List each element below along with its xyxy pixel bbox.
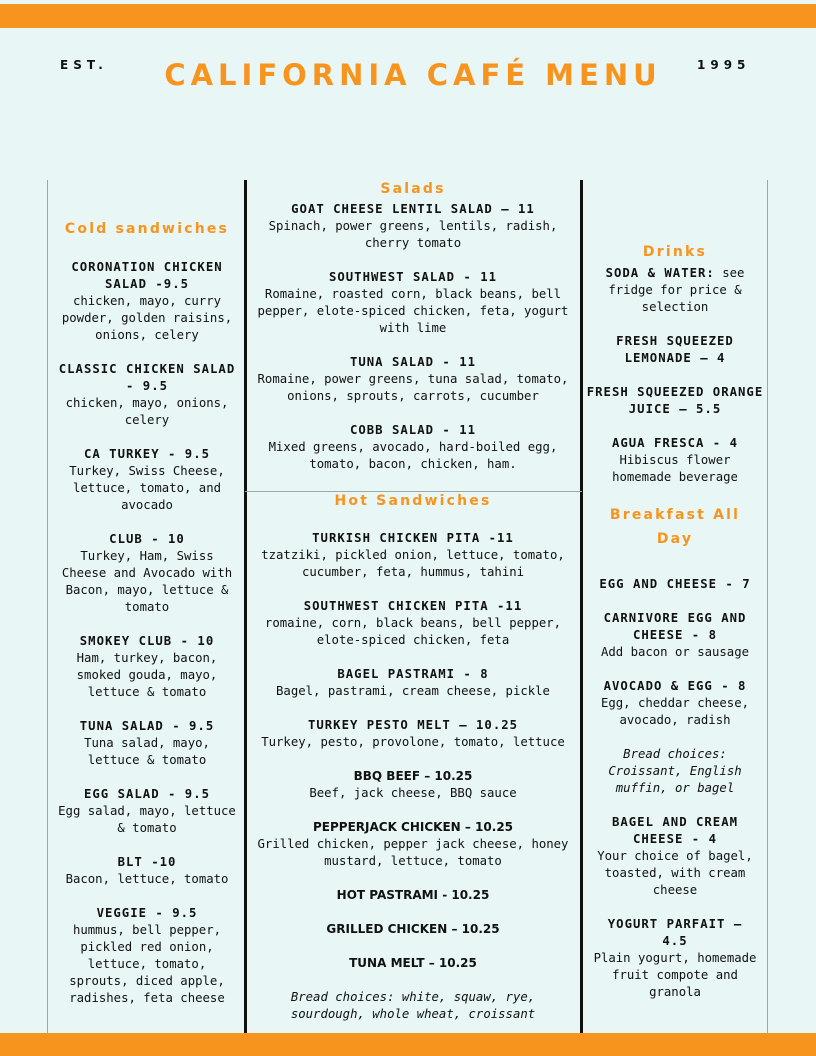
hot-sandwiches-section [250,493,576,1023]
menu-item: CORONATION CHICKEN SALAD -9.5 chicken, mayo, curry powder, golden raisins, onions, celery [61,260,233,342]
menu-item: GRILLED CHICKEN – 10.25 [326,922,500,936]
bottom-accent-bar [0,1033,816,1056]
page-title: CALIFORNIA CAFÉ MENU [164,58,662,92]
menu-item: GOAT CHEESE LENTIL SALAD – 11 Spinach, power greens, lentils, radish, cherry tomato [268,202,558,250]
menu-item: CARNIVORE EGG AND CHEESE - 8 Add bacon or sausage [600,611,750,659]
menu-item: TUNA SALAD - 11 Romaine, power greens, tuna salad, tomato, onions, sprouts, carrots, cucumber [257,355,569,403]
menu-item: FRESH SQUEEZED LEMONADE – 4 [616,334,734,365]
year-label: 1995 [697,58,751,72]
menu-item: EGG SALAD - 9.5 Egg salad, mayo, lettuce & tomato [58,787,236,835]
bread-choices-note: Bread choices: Croissant, English muffin, or bagel [608,747,742,795]
menu-item: COBB SALAD - 11 Mixed greens, avocado, hard-boiled egg, tomato, bacon, chicken, ham. [268,423,558,471]
breakfast-heading: Breakfast All Day [609,507,741,547]
cold-sandwiches-column [56,221,238,1024]
menu-item: SODA & WATER: see fridge for price & selection [605,266,745,314]
menu-item: CA TURKEY - 9.5 Turkey, Swiss Cheese, lettuce, tomato, and avocado [69,447,225,512]
menu-item: TUNA MELT – 10.25 [349,956,477,970]
right-border-line [767,180,768,1042]
menu-item: AVOCADO & EGG - 8 Egg, cheddar cheese, avocado, radish [600,679,750,727]
est-label: EST. [60,58,108,72]
column-divider-1 [244,180,247,1039]
menu-item: AGUA FRESCA - 4 Hibiscus flower homemade beverage [611,436,739,484]
column-divider-2 [580,180,583,1039]
menu-item: PEPPERJACK CHICKEN – 10.25 Grilled chicken, pepper jack cheese, honey mustard, lettuce, tomato [257,820,569,868]
menu-item: CLUB - 10 Turkey, Ham, Swiss Cheese and Avocado with Bacon, mayo, lettuce & tomato [61,532,233,614]
menu-item: SMOKEY CLUB - 10 Ham, turkey, bacon, smoked gouda, mayo, lettuce & tomato [76,634,218,699]
menu-item: BAGEL AND CREAM CHEESE - 4 Your choice of bagel, toasted, with cream cheese [597,815,753,897]
menu-item: FRESH SQUEEZED ORANGE JUICE – 5.5 [586,385,764,416]
menu-item: TURKEY PESTO MELT – 10.25 Turkey, pesto, provolone, tomato, lettuce [261,718,565,749]
menu-item: SOUTHWEST CHICKEN PITA -11 romaine, corn, black beans, bell pepper, elote-spiced chicken, feta [264,599,562,647]
menu-item: CLASSIC CHICKEN SALAD - 9.5 chicken, mayo, onions, celery [58,362,236,427]
bread-choices-note: Bread choices: white, squaw, rye, sourdough, whole wheat, croissant [290,990,536,1021]
menu-item: BAGEL PASTRAMI - 8 Bagel, pastrami, cream cheese, pickle [276,667,550,698]
menu-item: TURKISH CHICKEN PITA -11 tzatziki, pickled onion, lettuce, tomato, cucumber, feta, hummus, tahini [261,531,565,579]
salads-hot-divider [245,491,582,492]
top-accent-bar [0,4,816,28]
menu-item: HOT PASTRAMI - 10.25 [336,888,490,902]
menu-item: VEGGIE - 9.5 hummus, bell pepper, pickled red onion, lettuce, tomato, sprouts, diced apple, radishes, feta cheese [69,906,225,1005]
cold-sandwiches-heading: Cold sandwiches [64,221,230,237]
salads-section [250,181,576,490]
menu-item: TUNA SALAD - 9.5 Tuna salad, mayo, lettuce & tomato [79,719,215,767]
menu-item: BLT -10 Bacon, lettuce, tomato [65,855,229,886]
salads-heading: Salads [380,181,446,197]
left-border-line [47,180,48,1042]
menu-item: EGG AND CHEESE - 7 [599,577,751,591]
menu-item: BBQ BEEF – 10.25 Beef, jack cheese, BBQ sauce [309,769,517,800]
menu-item: SOUTHWEST SALAD - 11 Romaine, roasted corn, black beans, bell pepper, elote-spiced chicken, feta, yogurt with lime [257,270,569,335]
drinks-heading: Drinks [642,244,708,260]
drinks-breakfast-column [586,244,764,1018]
hot-sandwiches-heading: Hot Sandwiches [334,493,492,509]
menu-item: YOGURT PARFAIT – 4.5 Plain yogurt, homemade fruit compote and granola [593,917,757,999]
